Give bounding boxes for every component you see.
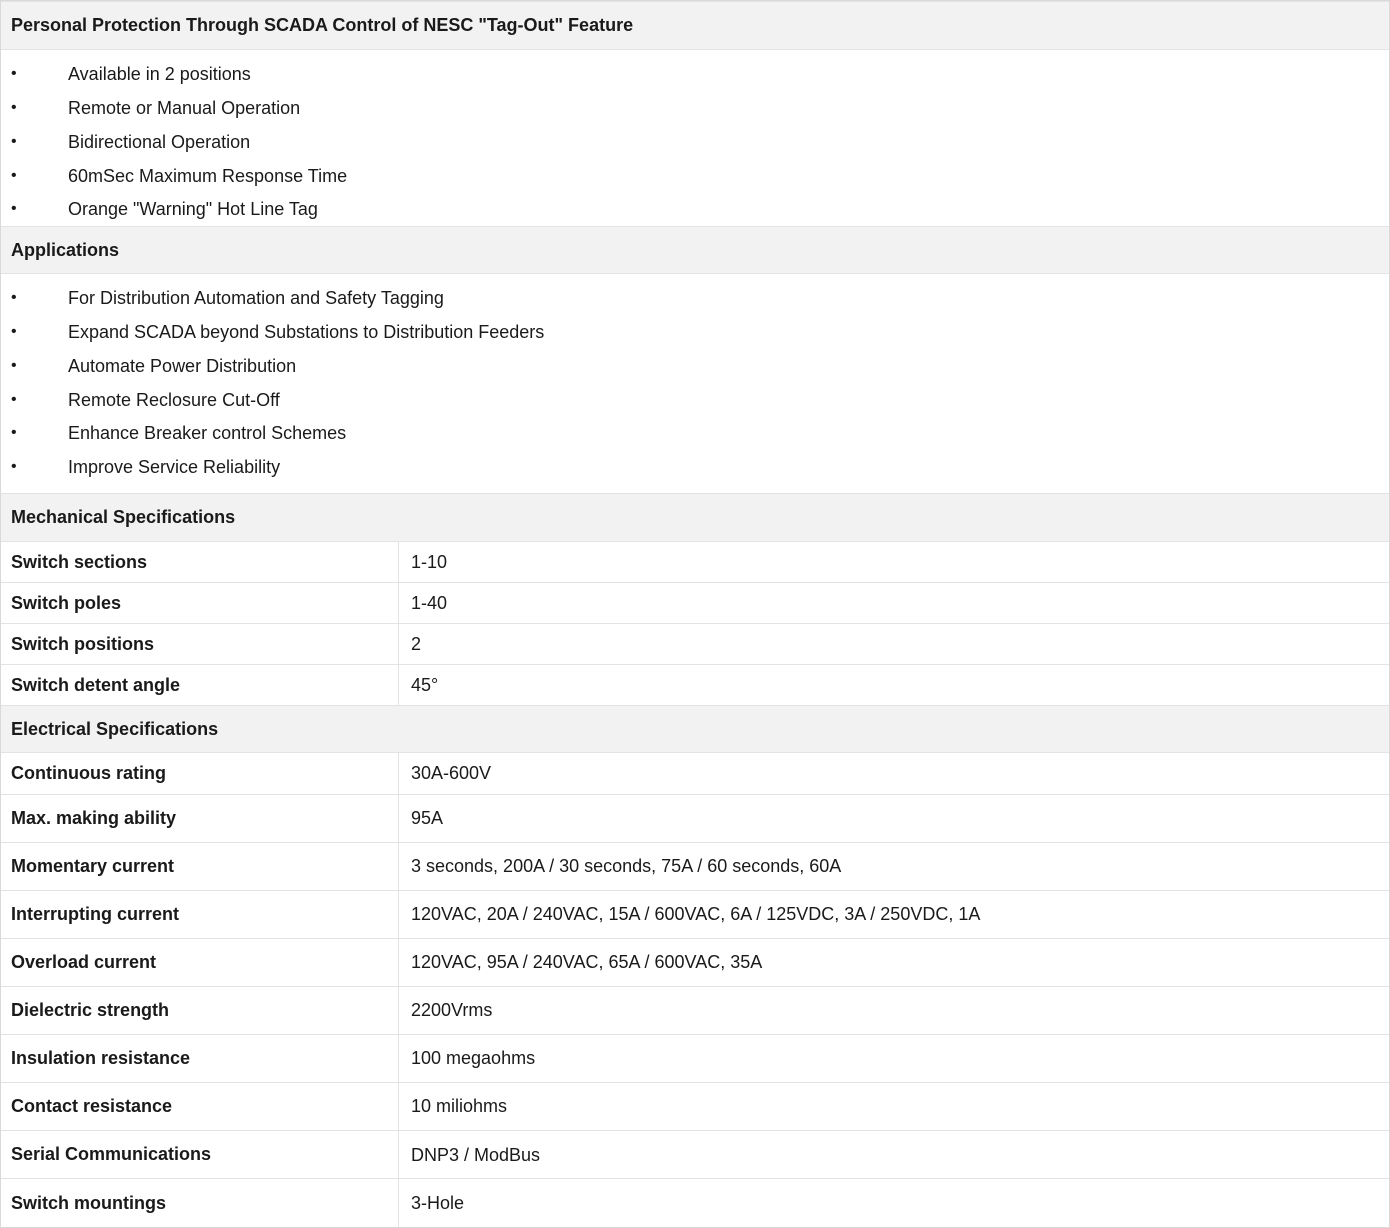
table-row (1, 1131, 1389, 1179)
spec-value: 2200Vrms (411, 1000, 493, 1020)
list-item-text: Remote Reclosure Cut-Off (68, 389, 280, 410)
electrical-title: Electrical Specifications (11, 718, 219, 739)
bullet-icon: • (11, 99, 17, 116)
list-item-text: For Distribution Automation and Safety Tagging (68, 287, 444, 308)
bullet-icon: • (11, 167, 17, 184)
spec-label: Switch mountings (1, 1179, 399, 1227)
bullet-icon: • (11, 424, 17, 441)
table-row (1, 1083, 1389, 1131)
spec-label: Momentary current (1, 843, 399, 890)
spec-label: Continuous rating (1, 753, 399, 794)
table-row (1, 891, 1389, 939)
table-row (1, 1179, 1389, 1227)
table-row (1, 624, 1389, 665)
bullet-icon: • (11, 200, 17, 217)
spec-label: Switch positions (1, 624, 399, 664)
table-row (1, 1035, 1389, 1083)
table-row (1, 753, 1389, 795)
list-item-text: Available in 2 positions (68, 63, 251, 84)
table-row (1, 939, 1389, 987)
bullet-icon: • (11, 289, 17, 306)
table-row (1, 987, 1389, 1035)
spec-value: 120VAC, 95A / 240VAC, 65A / 600VAC, 35A (411, 952, 763, 972)
spec-value: 10 miliohms (411, 1096, 508, 1116)
spec-value: 1-10 (411, 551, 448, 572)
bullet-icon: • (11, 458, 17, 475)
spec-value: 3-Hole (411, 1192, 465, 1213)
mechanical-title: Mechanical Specifications (11, 507, 236, 527)
bullet-icon: • (11, 65, 17, 82)
table-row (1, 665, 1389, 705)
bullet-icon: • (11, 391, 17, 408)
spec-value: 30A-600V (411, 763, 492, 783)
table-row (1, 843, 1389, 891)
electrical-heading (1, 705, 1389, 753)
spec-label: Switch poles (1, 583, 399, 623)
bullet-icon: • (11, 133, 17, 150)
spec-label: Max. making ability (1, 795, 399, 842)
features-list (1, 50, 1389, 226)
applications-title: Applications (11, 239, 120, 260)
spec-label: Contact resistance (1, 1083, 399, 1130)
spec-value: 120VAC, 20A / 240VAC, 15A / 600VAC, 6A / 125VDC, 3A / 250VDC, 1A (411, 904, 981, 924)
spec-label: Overload current (1, 939, 399, 986)
spec-label: Switch sections (1, 542, 399, 582)
features-title: Personal Protection Through SCADA Control of NESC "Tag-Out" Feature (11, 15, 634, 35)
list-item-text: Remote or Manual Operation (68, 97, 301, 118)
spec-value: 2 (411, 633, 422, 654)
list-item-text: Expand SCADA beyond Substations to Distribution Feeders (68, 321, 545, 342)
spec-label: Serial Communications (1, 1131, 399, 1178)
list-item-text: Bidirectional Operation (68, 131, 251, 152)
features-heading (1, 1, 1389, 50)
spec-value: 100 megaohms (411, 1048, 536, 1068)
mechanical-heading (1, 493, 1389, 542)
list-item-text: Orange "Warning" Hot Line Tag (68, 198, 318, 219)
spec-value: 45° (411, 674, 439, 695)
table-row (1, 542, 1389, 583)
applications-heading (1, 226, 1389, 274)
table-row (1, 795, 1389, 843)
spec-value: DNP3 / ModBus (411, 1145, 541, 1165)
bullet-icon: • (11, 357, 17, 374)
list-item-text: 60mSec Maximum Response Time (68, 165, 348, 186)
spec-label: Insulation resistance (1, 1035, 399, 1082)
list-item-text: Improve Service Reliability (68, 456, 281, 477)
table-row (1, 583, 1389, 624)
applications-list (1, 274, 1389, 493)
list-item-text: Enhance Breaker control Schemes (68, 422, 347, 443)
spec-label: Interrupting current (1, 891, 399, 938)
spec-label: Dielectric strength (1, 987, 399, 1034)
spec-label: Switch detent angle (1, 665, 399, 705)
bullet-icon: • (11, 323, 17, 340)
spec-value: 1-40 (411, 592, 448, 613)
list-item-text: Automate Power Distribution (68, 355, 297, 376)
spec-value: 95A (411, 808, 444, 828)
spec-value: 3 seconds, 200A / 30 seconds, 75A / 60 seconds, 60A (411, 856, 842, 876)
